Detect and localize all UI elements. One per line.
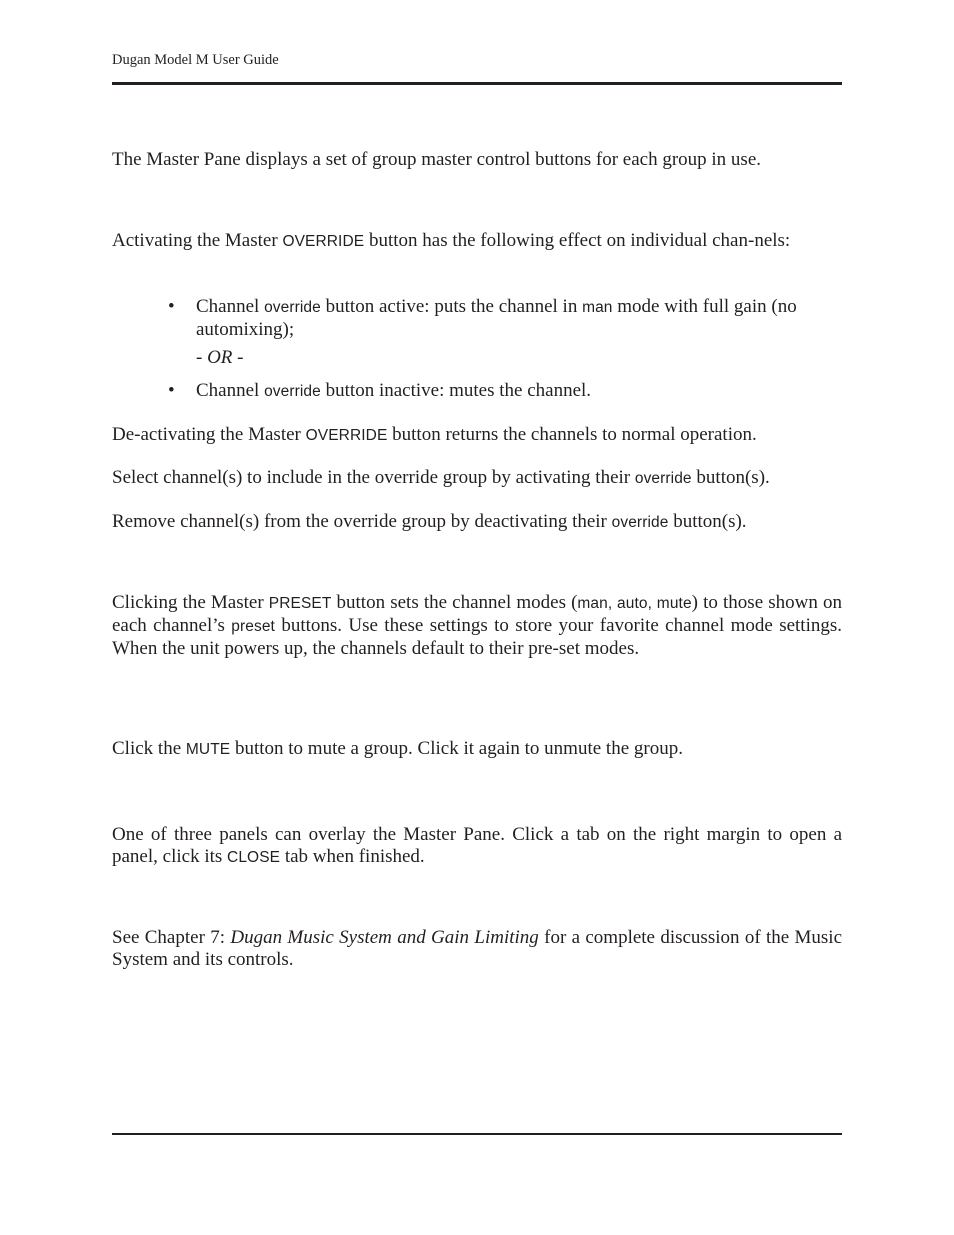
bullet-text-b: button active: puts the channel in [320,296,583,317]
panels-paragraph: One of three panels can overlay the Master Pane. Click a tab on the right margin to open a panel, click its CLOSE tab when finished. [112,824,842,867]
override-button-label: override [264,299,321,316]
override-intro-text-a: Activating the Master [112,230,283,251]
select-paragraph: Select channel(s) to include in the override group by activating their override button(s). [112,467,770,488]
preset-button-label: preset [231,618,275,635]
master-pane-paragraph: The Master Pane displays a set of group master control buttons for each group in use. [112,149,762,170]
chapter-title: Dugan Music System and Gain Limiting [230,927,539,948]
bullet-text-b: button inactive: mutes the channel. [320,380,592,401]
mute-button-label: MUTE [185,741,231,758]
preset-paragraph: Clicking the Master PRESET button sets the channel modes (man, auto, mute) to those shown on each channel’s preset buttons. Use these settings to store your favorite channel mode settings. When the unit powers up, the channels default to their pre-set modes. [112,592,842,659]
bullet-text-a: Channel [196,380,265,401]
remove-paragraph: Remove channel(s) from the override group by deactivating their override button(s). [112,511,747,532]
override-intro-text-b: button has the following effect on individual chan-nels: [364,230,791,251]
or-separator: - OR - [196,347,244,368]
bullet-dot: • [168,296,175,317]
override-button-label: OVERRIDE [305,427,388,444]
bullet-dot: • [168,380,175,401]
preset-button-label: PRESET [268,595,332,612]
override-button-label: override [611,514,669,531]
footer-rule [112,1133,842,1135]
override-button-label: OVERRIDE [282,233,365,250]
bullet-text-a: Channel [196,296,265,317]
header-rule [112,82,842,85]
deactivate-paragraph: De-activating the Master OVERRIDE button returns the channels to normal operation. [112,424,757,445]
close-tab-label: CLOSE [227,849,281,866]
mute-paragraph: Click the MUTE button to mute a group. Click it again to unmute the group. [112,738,683,759]
music-system-paragraph: See Chapter 7: Dugan Music System and Gain Limiting for a complete discussion of the Music System and its controls. [112,927,843,970]
override-button-label: override [264,383,321,400]
override-button-label: override [634,470,692,487]
running-head: Dugan Model M User Guide [112,52,279,68]
channel-modes-label: man, auto, mute [577,595,692,612]
override-intro-paragraph [112,230,842,253]
man-mode-label: man [582,299,613,316]
bullet-text-c: mode with full gain (no automixing); [196,296,797,340]
